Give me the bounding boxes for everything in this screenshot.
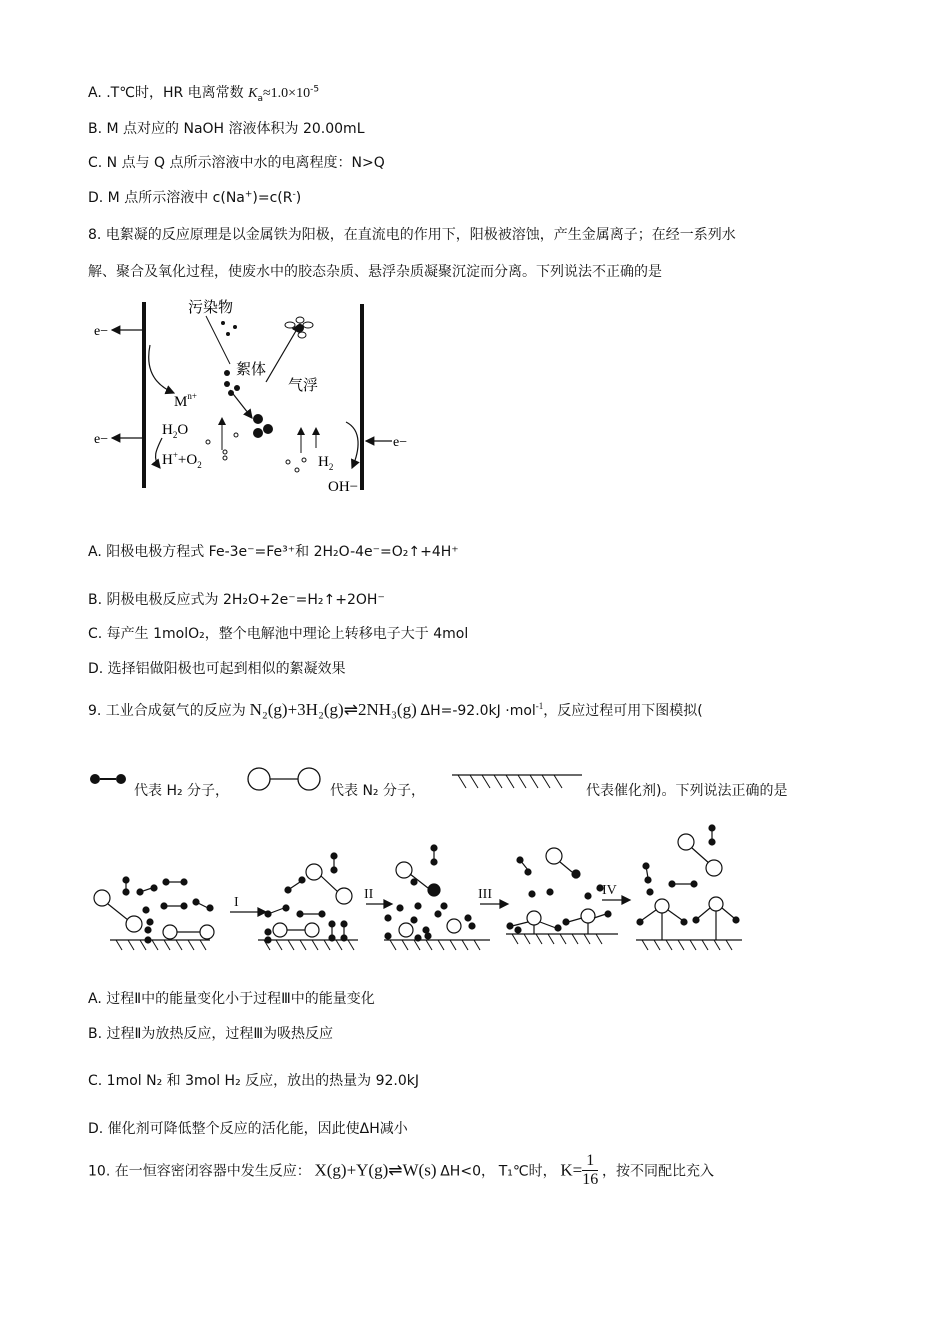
q9-stem [88,700,703,720]
q9-option-c [88,1070,419,1090]
q10-dh: ΔH<0， [440,1163,495,1180]
q9-option-b [88,1023,333,1043]
step-i-label: I [234,895,239,910]
q9-stem-suffix: ，反应过程可用下图模拟( [543,703,703,719]
q9-option-a-text: A. 过程Ⅱ中的能量变化小于过程Ⅲ中的能量变化 [88,991,375,1007]
step-ii-label: II [364,887,374,902]
step-iv-label: IV [602,883,617,898]
q8-stem-line2: 解、聚合及氧化过程，使废水中的胶态杂质、悬浮杂质凝聚沉淀而分离。下列说法不正确的是 [88,264,662,280]
q9-legend-catalyst: 代表催化剂)。下列说法正确的是 [586,783,788,799]
q9-stem-prefix: 9. 工业合成氨气的反应为 [88,703,246,719]
h2-h: H [318,454,329,470]
h2-label [318,454,333,472]
q8-option-c: C. 每产生 1molO₂，整个电解池中理论上转移电子大于 4mol [88,626,469,642]
q10-temp: T₁℃时， [498,1163,557,1180]
h2o-o: O [177,422,189,438]
e-minus-label-3: e− [393,435,408,450]
q8-option-b: B. 阴极电极反应式为 2H₂O+2e⁻=H₂↑+2OH⁻ [88,592,385,608]
h2o-sub: 2 [172,430,178,440]
q7-option-b: B. M 点对应的 NaOH 溶液体积为 20.00mL [88,121,365,137]
n2-molecule-icon [246,766,322,792]
q10-k-numerator: 1 [582,1152,598,1171]
q7-a-prefix: A. .T℃时，HR 电离常数 [88,85,249,101]
q7-a-k: K [248,86,258,101]
q8-option-a: A. 阳极电极方程式 Fe-3e⁻=Fe³⁺和 2H₂O-4e⁻=O₂↑+4H⁺ [88,544,459,560]
q7-d-sup1: + [244,189,253,200]
q9-legend-h2: 代表 H₂ 分子， [134,783,230,799]
q7-option-a [88,82,319,104]
cathode-electrode [360,304,364,490]
ohminus-label: OH− [328,479,359,495]
q7-option-d [88,187,301,207]
q9-option-c-text: C. 1mol N₂ 和 3mol H₂ 反应，放出的热量为 92.0kJ [88,1073,420,1089]
q7-a-exp: -5 [310,84,320,95]
hplus-h: H [162,452,173,468]
q10-reaction: X(g)+Y(g)⇌W(s) [314,1160,437,1180]
q7-a-mid: ≈1.0×10 [262,86,311,101]
q9-reaction: N₂(g)+3H₂(g)⇌2NH₃(g) [249,700,417,719]
electrocoagulation-diagram [90,290,430,505]
ammonia-synthesis-process-diagram [88,822,748,957]
h2o-label [162,422,188,440]
step-iii-label: III [478,887,492,902]
q9-option-a [88,988,375,1008]
q10-stem [88,1152,714,1189]
q7-d-mid: )=c(R [252,190,293,206]
q8-option-d: D. 选择铝做阳极也可起到相似的絮凝效果 [88,661,346,677]
q8-stem-line1: 8. 电絮凝的反应原理是以金属铁为阳极，在直流电的作用下，阳极被溶蚀，产生金属离子；在经一系列水 [88,227,736,243]
e-minus-label-1: e− [94,324,109,339]
q7-d-sup2: - [292,189,296,200]
hplus-o2-label [162,450,202,470]
catalyst-surface-icon [450,772,584,794]
floc-label: 絮体 [236,360,267,378]
metal-ion-sup: n+ [187,391,197,401]
h2-sub: 2 [328,462,334,472]
q7-d-end: ) [295,190,302,206]
q9-option-d-text: D. 催化剂可降低整个反应的活化能，因此使ΔH减小 [88,1121,408,1137]
q9-option-b-text: B. 过程Ⅱ为放热反应，过程Ⅲ为吸热反应 [88,1026,334,1042]
h2o-h: H [162,422,173,438]
q9-option-d [88,1118,408,1138]
q10-stem-prefix: 10. 在一恒容密闭容器中发生反应： [88,1163,311,1180]
o2-pre: +O [177,452,198,468]
q7-option-c: C. N 点与 Q 点所示溶液中水的电离程度：N>Q [88,155,385,171]
q10-k-fraction [582,1152,598,1189]
q9-dh: ΔH=-92.0kJ ·mol [420,703,536,719]
q7-d-prefix: D. M 点所示溶液中 c(Na [88,190,245,206]
float-label: 气浮 [288,376,319,394]
hplus-sup: + [172,450,178,460]
q9-legend-n2: 代表 N₂ 分子， [330,783,425,799]
q9-dh-exp: -1 [535,701,544,711]
pollutant-label: 污染物 [188,298,234,316]
anode-electrode [142,302,146,488]
q10-stem-suffix: ，按不同配比充入 [602,1163,714,1180]
metal-ion-label [174,391,197,410]
o2-sub: 2 [197,460,202,470]
metal-ion-symbol: M [174,394,188,410]
q7-a-ksub: a [257,93,263,104]
q10-k-denominator: 16 [582,1171,599,1188]
q10-k-label: K= [560,1160,583,1180]
h2-molecule-icon [88,771,128,787]
e-minus-label-2: e− [94,432,109,447]
